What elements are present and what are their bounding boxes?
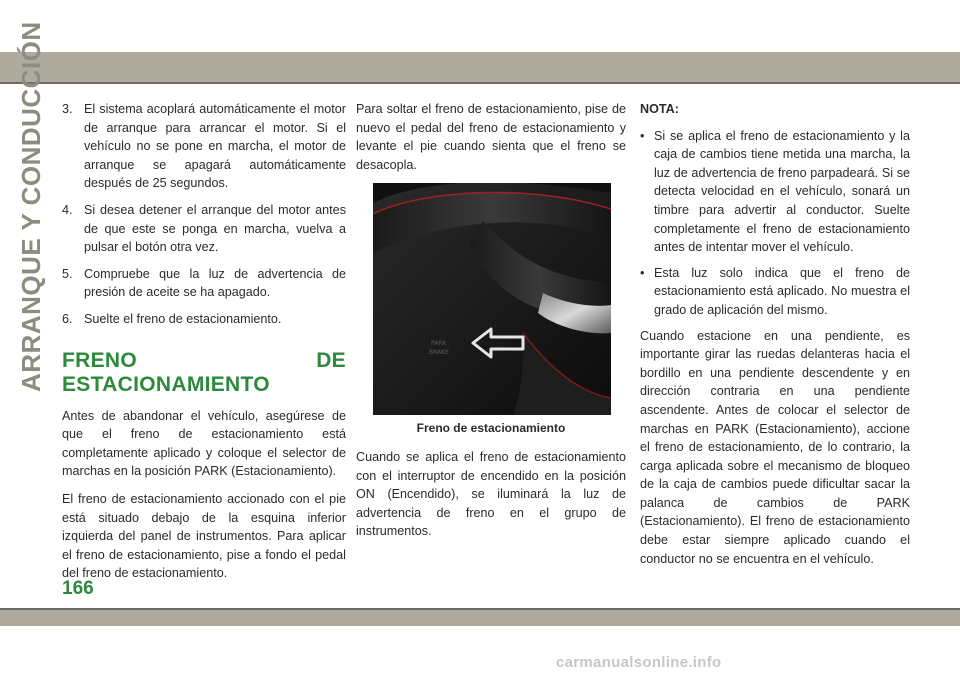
step-text: Suelte el freno de estacionamiento. bbox=[84, 311, 282, 326]
step-text: Compruebe que la luz de advertencia de presión de aceite se ha apagado. bbox=[84, 266, 346, 300]
figure-caption: Freno de estacionamiento bbox=[416, 421, 566, 436]
paragraph: Cuando se aplica el freno de estacionamiento con el interruptor de encendido en la posición ON (Encendido), se iluminará la luz de advertencia de freno en el grupo de instrumentos. bbox=[356, 449, 626, 539]
column-1 bbox=[62, 100, 346, 592]
step-5 bbox=[62, 265, 346, 302]
step-text: El sistema acoplará automáticamente el motor de arranque para arrancar el motor. Si el vehículo no se pone en marcha, el motor de arranque se apagará automáticamente después de 25 segundos. bbox=[84, 102, 346, 191]
bullet-text: Esta luz solo indica que el freno de estacionamiento está aplicado. No muestra el grado de aplicación del mismo. bbox=[654, 265, 910, 317]
section-heading: FRENO DE ESTACIONAMIENTO bbox=[62, 348, 346, 396]
paragraph: Cuando estacione en una pendiente, es importante girar las ruedas delanteras hacia el bordillo en una pendiente descendente y en dirección contraria en una pendiente ascendente. Antes de colocar el selector de marchas en PARK (Estacionamiento), accione el freno de estacionamiento, de lo contrario, la carga aplicada sobre el mecanismo de bloqueo de la caja de cambios puede dificultar sacar la palanca de cambios de PARK (Estacionamiento). El freno de estacionamiento debe estar siempre aplicado cuando el conductor no se encuentra en el vehículo. bbox=[640, 328, 910, 566]
page-number: 166 bbox=[62, 578, 94, 599]
column-3 bbox=[640, 100, 910, 577]
paragraph: Antes de abandonar el vehículo, asegúrese de que el freno de estacionamiento está completamente aplicado y coloque el selector de marchas en la posición PARK (Estacionamiento). bbox=[62, 408, 346, 479]
step-number: 6. bbox=[62, 311, 73, 326]
note-bullet bbox=[640, 127, 910, 257]
header-band-line bbox=[0, 82, 960, 84]
step-number: 3. bbox=[62, 102, 73, 116]
note-label: NOTA: bbox=[640, 102, 679, 116]
footer-band bbox=[0, 610, 960, 626]
note-bullet bbox=[640, 264, 910, 320]
bullet-dot-icon: • bbox=[640, 128, 645, 143]
paragraph: El freno de estacionamiento accionado con el pie está situado debajo de la esquina inferior izquierda del panel de instrumentos. Para aplicar el freno de estacionamiento, pise a fondo el pedal del freno de estacionamiento. bbox=[62, 491, 346, 581]
bullet-text: Si se aplica el freno de estacionamiento y la caja de cambios tiene metida una marcha, la luz de advertencia de freno parpadeará. Si se detecta velocidad en el vehículo, sonará un timbre para advertir al conductor. Suelte completamente el freno de estacionamiento antes de intentar mover el vehículo. bbox=[654, 128, 910, 255]
svg-text:BRAKE: BRAKE bbox=[429, 349, 449, 357]
column-2 bbox=[356, 100, 626, 550]
step-4 bbox=[62, 201, 346, 257]
watermark: carmanualsonline.info bbox=[556, 654, 722, 671]
header-band bbox=[0, 52, 960, 82]
parking-brake-photo bbox=[373, 183, 611, 415]
section-side-tab bbox=[8, 21, 50, 392]
step-6 bbox=[62, 310, 346, 329]
step-number: 5. bbox=[62, 266, 73, 281]
parking-brake-illustration bbox=[373, 183, 611, 415]
step-text: Si desea detener el arranque del motor antes de que este se ponga en marcha, vuelva a pulsar el botón otra vez. bbox=[84, 202, 346, 255]
svg-text:PARK: PARK bbox=[431, 340, 447, 348]
step-number: 4. bbox=[62, 202, 73, 217]
step-3 bbox=[62, 100, 346, 193]
section-side-tab-label: ARRANQUE Y CONDUCCIÓN bbox=[16, 21, 46, 392]
paragraph: Para soltar el freno de estacionamiento, pise de nuevo el pedal del freno de estacionamiento y levante el pie cuando sienta que el freno se desacopla. bbox=[356, 102, 626, 172]
bullet-dot-icon: • bbox=[640, 265, 645, 280]
